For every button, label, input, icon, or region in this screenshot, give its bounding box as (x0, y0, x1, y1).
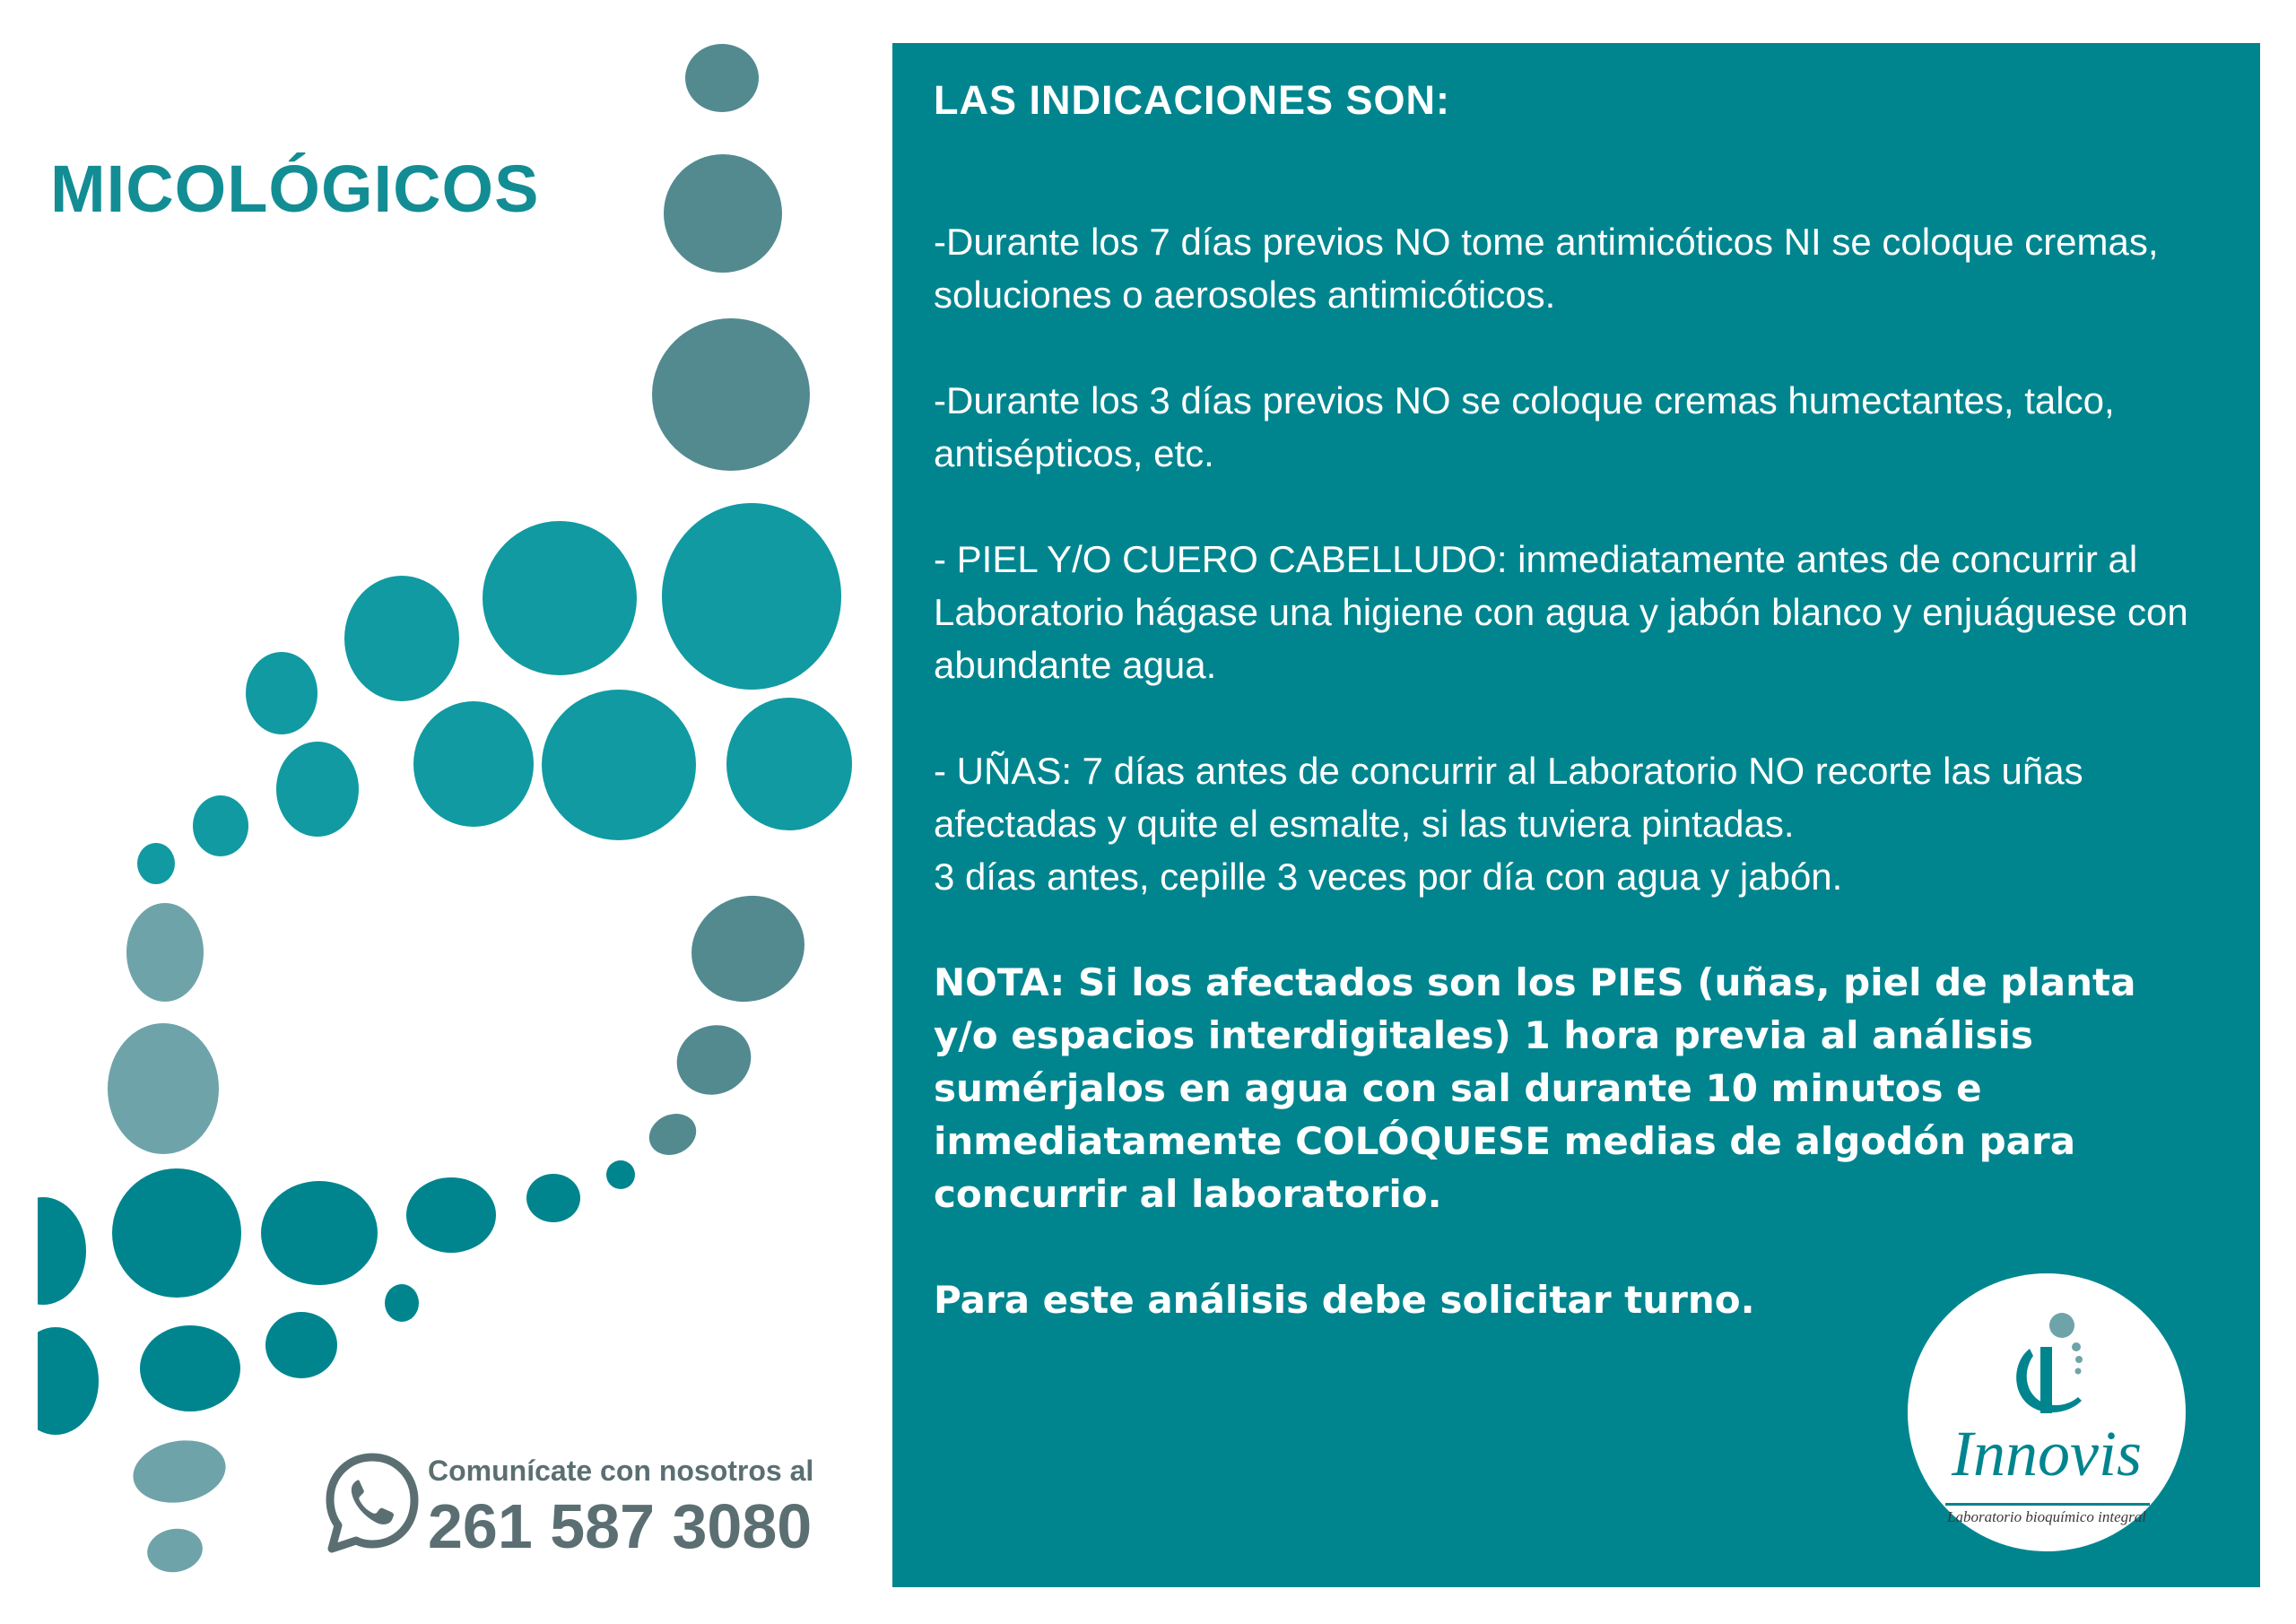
instructions-heading: LAS INDICACIONES SON: (934, 77, 1451, 123)
dot (137, 843, 175, 884)
appointment-notice: Para este análisis debe solicitar turno. (934, 1278, 1755, 1322)
innovis-logo (1908, 1273, 2186, 1551)
dot (246, 652, 317, 734)
dot (606, 1160, 635, 1189)
instruction-paragraph-3: - PIEL Y/O CUERO CABELLUDO: inmediatamente antes de concurrir al Laboratorio hágase una higiene con agua y jabón blanco y enjuáguese con abundante agua. (934, 538, 2188, 686)
left-edge-mask (0, 0, 38, 1624)
instructions-content (934, 77, 2207, 1379)
dot (642, 1107, 703, 1163)
dot (126, 903, 204, 1002)
page-title: MICOLÓGICOS (50, 152, 540, 226)
dot (261, 1181, 378, 1285)
dot (542, 690, 696, 840)
dot (662, 503, 841, 690)
dot (108, 1023, 219, 1154)
dot (685, 44, 759, 112)
dot (413, 701, 534, 827)
whatsapp-icon[interactable] (323, 1448, 422, 1558)
logo-name: Innovis (1952, 1418, 2142, 1489)
dot (344, 576, 459, 701)
instructions-body (934, 215, 2207, 1326)
dot-arc-right (606, 877, 822, 1189)
dot (674, 877, 822, 1020)
dot-column-top (652, 44, 810, 471)
contact-label: Comunícate con nosotros al (428, 1455, 814, 1487)
dot (140, 1325, 240, 1411)
nails-line-2: 3 días antes, cepille 3 veces por día con agua y jabón. (934, 855, 1843, 898)
dot (665, 1013, 762, 1107)
dot (265, 1312, 337, 1378)
contact-phone-number[interactable]: 261 587 3080 (428, 1491, 813, 1561)
dot-column-left (108, 903, 219, 1154)
instruction-note: NOTA: Si los afectados son los PIES (uñas, piel de planta y/o espacios interdigitales) 1 hora previa al análisis sumérjalos en agua con sal durante 10 minutos e inmediatamente COLÓQUESE medias de algodón para concurrir al laboratorio. (934, 960, 2136, 1216)
dot (726, 698, 852, 830)
dot (385, 1284, 419, 1322)
nails-line-1: - UÑAS: 7 días antes de concurrir al Laboratorio NO recorte las uñas afectadas y quite el esmalte, si las tuviera pintadas. (934, 750, 2083, 845)
dot (193, 795, 248, 856)
dot (483, 521, 637, 675)
contact-block (323, 1444, 861, 1578)
dot (406, 1177, 496, 1253)
dot (526, 1174, 580, 1222)
instruction-paragraph-1: -Durante los 7 días previos NO tome antimicóticos NI se coloque cremas, soluciones o aerosoles antimicóticos. (934, 221, 2159, 316)
logo-divider (1945, 1503, 2150, 1506)
instruction-paragraph-nails (934, 744, 2207, 903)
dot (112, 1168, 241, 1298)
dot (144, 1524, 205, 1576)
dot (664, 154, 782, 273)
dot (276, 742, 359, 837)
logo-tagline: Laboratorio bioquímico integral (1947, 1508, 2146, 1525)
instructions-panel (892, 43, 2260, 1587)
instruction-paragraph-2: -Durante los 3 días previos NO se coloque cremas humectantes, talco, antisépticos, etc. (934, 379, 2115, 474)
dot (128, 1433, 230, 1509)
dot-cluster-middle (137, 503, 852, 884)
decorative-dot-pattern (0, 0, 888, 1624)
dot (652, 318, 810, 471)
